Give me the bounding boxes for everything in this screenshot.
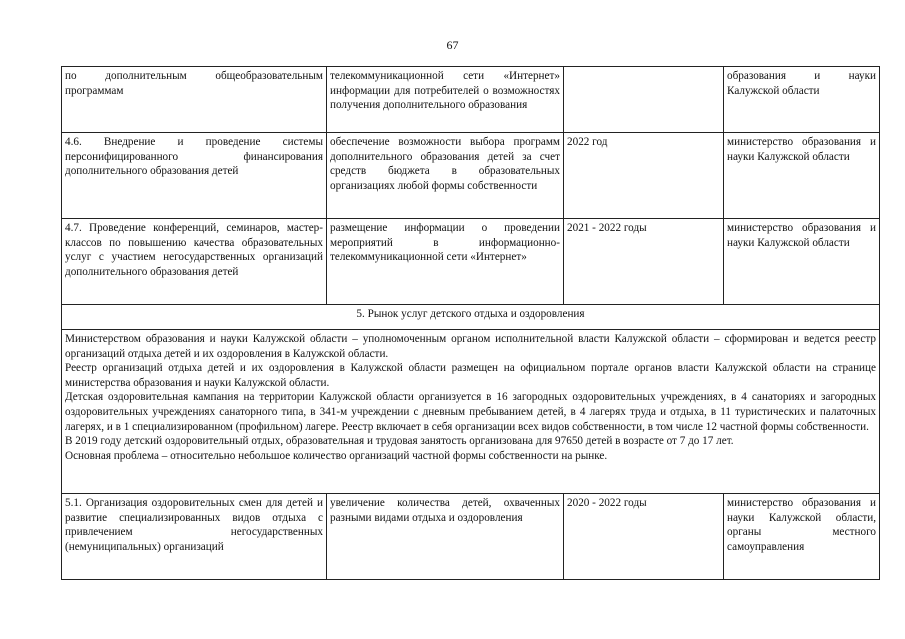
table-row — [62, 67, 880, 133]
section-paragraph: Детская оздоровительная кампания на территории Калужской области организуется в 16 загородных оздоровительных учреждениях, в 4 санаториях и загородных оздоровительных учреждениях санаторного типа, в 341-м учреждении с дневным пребыванием детей, в 4 лагерях труда и отдыха, в 11 туристических и палаточных лагерях, и в 1 специализированном (профильном) лагере. Реестр включает в себя организации всех видов собственности, в том числе 12 частной формы собственности. — [65, 391, 876, 433]
section-paragraph: В 2019 году детский оздоровительный отдых, образовательная и трудовая занятость организована для 97650 детей в возрасте от 7 до 17 лет. — [65, 435, 734, 448]
responsible-cell: министерство образования и науки Калужской области — [724, 133, 880, 219]
result-cell: обеспечение возможности выбора программ дополнительного образования детей за счет средств бюджета в образовательных организациях любой формы собственности — [327, 133, 564, 219]
deadline-cell: 2022 год — [564, 133, 724, 219]
section-description — [62, 330, 880, 494]
section-paragraph: Реестр организаций отдыха детей и их оздоровления в Калужской области размещен на официальном портале органов власти Калужской области на странице министерства образования и науки Калужской области. — [65, 362, 876, 389]
result-cell: увеличение количества детей, охваченных разными видами отдыха и оздоровления — [327, 494, 564, 580]
section-paragraph: Министерством образования и науки Калужской области – уполномоченным органом исполнительной власти Калужской области – сформирован и ведется реестр организаций отдыха детей и их оздоровления в Калужской области. — [65, 333, 876, 360]
measure-cell: 5.1. Организация оздоровительных смен для детей и развитие специализированных видов отдыха с привлечением негосударственных (немуниципальных) организаций — [62, 494, 327, 580]
table-row — [62, 133, 880, 219]
responsible-cell: министерство образования и науки Калужской области, органы местного самоуправления — [724, 494, 880, 580]
section-paragraph: Основная проблема – относительно небольшое количество организаций частной формы собственности на рынке. — [65, 449, 608, 462]
measure-cell: по дополнительным общеобразовательным программам — [62, 67, 327, 133]
section-description-row — [62, 330, 880, 494]
responsible-cell: министерство образования и науки Калужской области — [724, 219, 880, 305]
table-row — [62, 494, 880, 580]
deadline-cell: 2020 - 2022 годы — [564, 494, 724, 580]
table-row — [62, 219, 880, 305]
result-cell: телекоммуникационной сети «Интернет» информации для потребителей о возможностях получения дополнительного образования — [327, 67, 564, 133]
measure-cell: 4.7. Проведение конференций, семинаров, мастер-классов по повышению качества образовательных услуг с участием негосударственных организаций дополнительного образования детей — [62, 219, 327, 305]
measures-table — [61, 66, 880, 580]
deadline-cell — [564, 67, 724, 133]
section-title-row — [62, 305, 880, 330]
measure-cell: 4.6. Внедрение и проведение системы персонифицированного финансирования дополнительного образования детей — [62, 133, 327, 219]
result-cell: размещение информации о проведении мероприятий в информационно-телекоммуникационной сети «Интернет» — [327, 219, 564, 305]
deadline-cell: 2021 - 2022 годы — [564, 219, 724, 305]
responsible-cell: образования и науки Калужской области — [724, 67, 880, 133]
section-title: 5. Рынок услуг детского отдыха и оздоровления — [62, 305, 880, 330]
page-number: 67 — [446, 38, 459, 52]
